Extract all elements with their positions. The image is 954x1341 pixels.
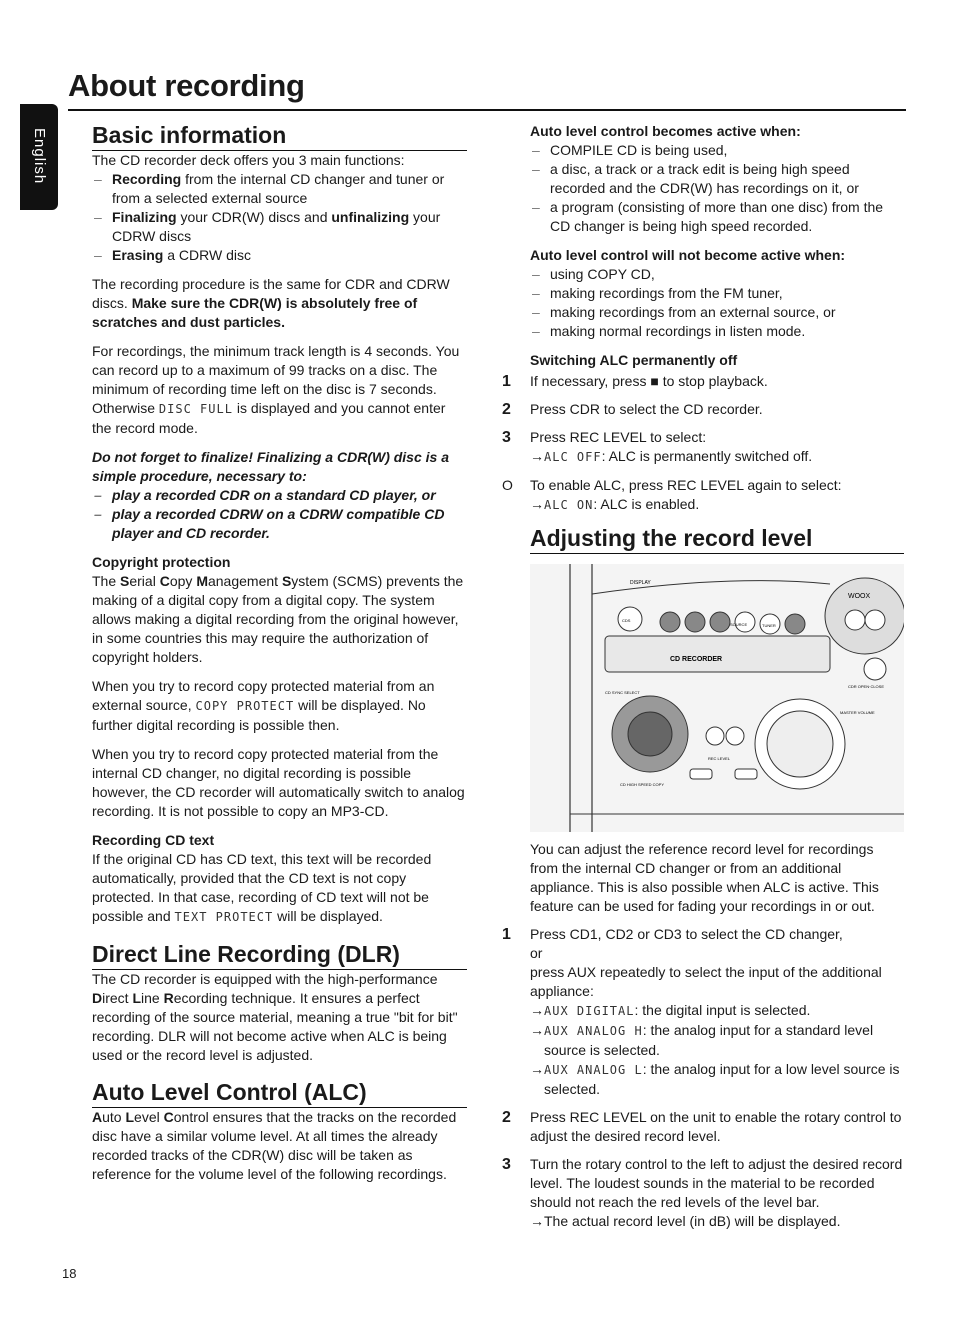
stop-icon: ■ — [650, 373, 659, 389]
woox-label: WOOX — [848, 593, 871, 600]
track-length-paragraph: For recordings, the minimum track length is 4 seconds. You can record up to a maximum of 99 tracks on a disc. The minimum of recording time left on the disc is 7 seconds. Otherwise DISC FULL is displayed and you cannot enter the record mode. — [92, 343, 460, 436]
alc-active-item: – a disc, a track or a track edit is being high speed recorded and the CDR(W) has recordings on it, or — [530, 160, 904, 198]
page-number: 18 — [62, 1266, 77, 1281]
alc-inactive-item: – making normal recordings in listen mode. — [530, 322, 904, 341]
rec-level-label: REC LEVEL — [708, 756, 731, 761]
adjust-step-2: 2 Press REC LEVEL on the unit to enable the rotary control to adjust the desired record level. — [502, 1109, 902, 1144]
basic-information-title: Basic information — [92, 122, 467, 151]
adjust-intro: You can adjust the reference record level for recordings from the internal CD changer or from an additional appliance. This is also possible when ALC is active. This feature can be used for fading your recordings in or out. — [530, 841, 879, 914]
alc-inactive-list — [530, 265, 904, 341]
lcd-copy-protect: COPY PROTECT — [195, 699, 295, 713]
title-rule — [68, 109, 906, 111]
finalize-list — [92, 486, 467, 543]
lcd-aux-analog-h: AUX ANALOG H — [544, 1024, 643, 1038]
alc-switch-title: Switching ALC permanently off — [530, 352, 738, 368]
open-close-label: CDR OPEN·CLOSE — [848, 684, 885, 689]
copyright-title: Copyright protection — [92, 554, 231, 570]
alc-step-2: 2 Press CDR to select the CD recorder. — [502, 401, 763, 418]
alc-step-1: 1 If necessary, press ■ to stop playback. — [502, 373, 768, 390]
cd-recorder-label: CD RECORDER — [670, 656, 723, 663]
scms-paragraph: The Serial Copy Management System (SCMS) prevents the making of a digital copy from a digital copy. The system allows making a digital recording from the original however, in some countries this may require the authorization of copyright holders. — [92, 573, 464, 665]
tuner-label: TUNER — [762, 623, 776, 628]
adjust-step-3: 3 Turn the rotary control to the left to adjust the desired record level. The loudest sounds in the material to be recorded should not reach the red levels of the level bar. → The actual record level (in dB) will be displayed. — [502, 1155, 904, 1231]
alc-paragraph: Auto Level Control ensures that the tracks on the recorded disc have a similar volume level. At all times the already recorded tracks of the CDR(W) disc will be taken as reference for the volume level of the following recordings. — [92, 1109, 457, 1182]
language-tab-label: English — [31, 128, 48, 185]
high-speed-label: CD HIGH SPEED COPY — [620, 782, 665, 787]
lcd-disc-full: DISC FULL — [158, 402, 233, 416]
cds-label: CDS — [622, 618, 631, 623]
alc-inactive-item: – making recordings from an external source, or — [530, 303, 904, 322]
function-erasing: – Erasing a CDRW disc — [92, 246, 467, 265]
alc-step-4: O To enable ALC, press REC LEVEL again to select: → ALC ON: ALC is enabled. — [502, 476, 904, 515]
lcd-aux-digital: AUX DIGITAL — [544, 1004, 635, 1018]
finalize-warning: Do not forget to finalize! Finalizing a CDR(W) disc is a simple procedure, necessary to: — [92, 449, 449, 484]
dlr-title: Direct Line Recording (DLR) — [92, 941, 467, 970]
alc-inactive-item: – using COPY CD, — [530, 265, 904, 284]
lcd-text-protect: TEXT PROTECT — [174, 910, 274, 924]
display-label: DISPLAY — [630, 580, 651, 586]
lcd-alc-on: ALC ON — [544, 498, 594, 512]
function-finalizing: – Finalizing your CDR(W) discs and unfinalizing your CDRW discs — [92, 208, 467, 246]
page-title: About recording — [68, 68, 305, 103]
alc-active-title: Auto level control becomes active when: — [530, 123, 801, 139]
cd-text-paragraph: If the original CD has CD text, this text will be recorded automatically, provided that the CD text is not copy protected. In that case, recording of CD text will not be possible and TEXT PROTECT will be displayed. — [92, 851, 432, 924]
copy-protect-paragraph: When you try to record copy protected material from an external source, COPY PROTECT will be displayed. No further digital recording is possible then. — [92, 678, 435, 733]
finalize-item: – play a recorded CDR on a standard CD player, or — [92, 486, 467, 505]
adjust-step-1: 1 Press CD1, CD2 or CD3 to select the CD changer, or press AUX repeatedly to select the input of the additional appliance: → AUX DIGITAL: the digital input is selected. → AUX ANALOG H: the analog input for a standard level source is selected. → AUX ANALOG L: the analog input for a low level source is selected. — [502, 925, 904, 1099]
cd-sync-label: CD SYNC SELECT — [605, 690, 640, 695]
master-volume-label: MASTER VOLUME — [840, 710, 875, 715]
alc-inactive-item: – making recordings from the FM tuner, — [530, 284, 904, 303]
source-label: SOURCE — [730, 622, 748, 627]
right-column — [502, 122, 904, 1231]
alc-step-3: 3 Press REC LEVEL to select: → ALC OFF: ALC is permanently switched off. — [502, 428, 904, 467]
adjust-title: Adjusting the record level — [530, 525, 904, 554]
alc-active-list — [530, 141, 904, 236]
dlr-paragraph: The CD recorder is equipped with the high-performance Direct Line Recording technique. It ensures a perfect recording of the source material, meaning a true "bit for bit" recording. DLR will not become active when ALC is being used or the record level is adjusted. — [92, 971, 458, 1063]
left-column — [92, 122, 467, 1184]
alc-active-item: – a program (consisting of more than one disc) from the CD changer is being high speed recorded. — [530, 198, 904, 236]
device-illustration — [530, 564, 904, 832]
lcd-alc-off: ALC OFF — [544, 450, 602, 464]
alc-title: Auto Level Control (ALC) — [92, 1079, 467, 1108]
function-recording: – Recording from the internal CD changer and tuner or from a selected external source — [92, 170, 467, 208]
internal-changer-paragraph: When you try to record copy protected material from the internal CD changer, no digital recording is possible however, the CD recorder will automatically switch to analog recording. It is not possible to copy an MP3-CD. — [92, 746, 465, 819]
language-tab — [20, 104, 58, 210]
finalize-item: – play a recorded CDRW on a CDRW compatible CD player and CD recorder. — [92, 505, 467, 543]
alc-inactive-title: Auto level control will not become active when: — [530, 247, 846, 263]
functions-list — [92, 170, 467, 265]
lcd-aux-analog-l: AUX ANALOG L — [544, 1063, 643, 1077]
procedure-paragraph: The recording procedure is the same for CDR and CDRW discs. Make sure the CDR(W) is absolutely free of scratches and dust particles. — [92, 276, 450, 330]
device-drawing — [530, 564, 904, 832]
basic-intro: The CD recorder deck offers you 3 main functions: — [92, 152, 405, 168]
alc-active-item: – COMPILE CD is being used, — [530, 141, 904, 160]
cd-text-title: Recording CD text — [92, 832, 215, 848]
